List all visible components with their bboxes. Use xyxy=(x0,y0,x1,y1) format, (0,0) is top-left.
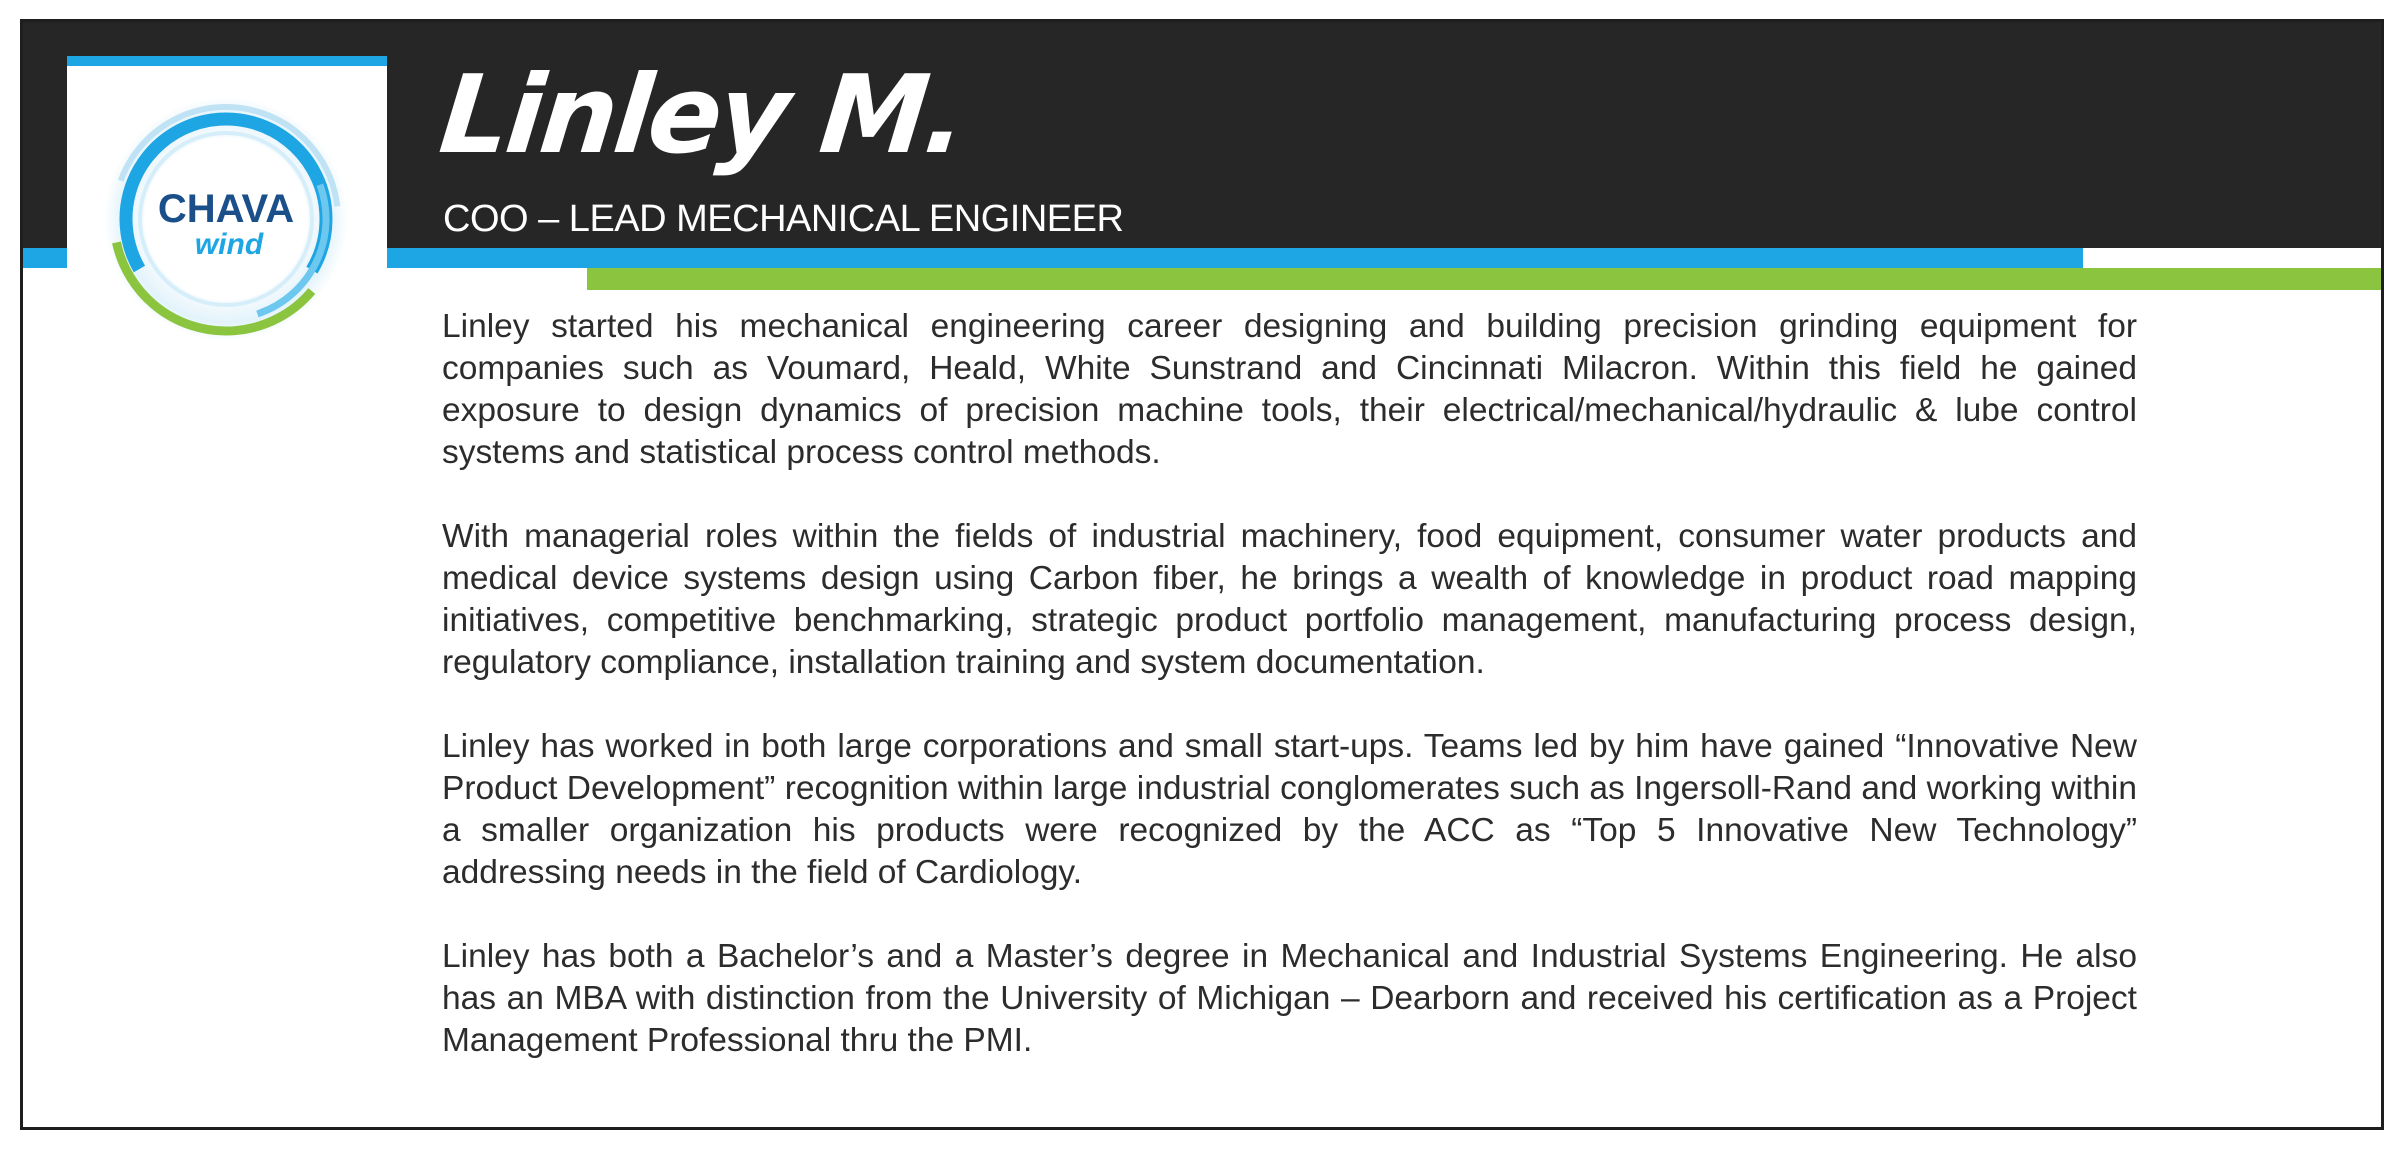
logo-text-wind: wind xyxy=(194,228,264,261)
bio-paragraph: With managerial roles within the fields of industrial machinery, food equipment, consumer water products and medical device systems design using Carbon fiber, he brings a wealth of knowledge in product road mapping initiatives, competitive benchmarking, strategic product portfolio management, manufacturing process design, regulatory compliance, installation training and system documentation. xyxy=(442,518,2137,681)
logo-container xyxy=(67,56,387,354)
bio-section xyxy=(442,306,2137,1104)
logo-text-chava: CHAVA xyxy=(157,187,295,231)
bio-paragraph: Linley started his mechanical engineering career designing and building precision grinding equipment for companies such as Voumard, Heald, White Sunstrand and Cincinnati Milacron. Within this field he gained exposure to design dynamics of precision machine tools, their electrical/mechanical/hydraulic & lube control systems and statistical process control methods. xyxy=(442,308,2137,471)
bio-paragraph: Linley has both a Bachelor’s and a Master’s degree in Mechanical and Industrial Systems Engineering. He also has an MBA with distinction from the University of Michigan – Dearborn and received his certification as a Project Management Professional thru the PMI. xyxy=(442,938,2137,1059)
person-title: COO – LEAD MECHANICAL ENGINEER xyxy=(443,198,1124,240)
bio-paragraph: Linley has worked in both large corporations and small start-ups. Teams led by him have gained “Innovative New Product Development” recognition within large industrial conglomerates such as Ingersoll-Rand and working within a smaller organization his products were recognized by the ACC as “Top 5 Innovative New Technology” addressing needs in the field of Cardiology. xyxy=(442,728,2137,891)
chava-wind-logo-icon xyxy=(101,94,351,344)
accent-stripe-green xyxy=(587,268,2384,290)
profile-card xyxy=(20,19,2384,1130)
person-name: Linley M. xyxy=(434,53,971,178)
